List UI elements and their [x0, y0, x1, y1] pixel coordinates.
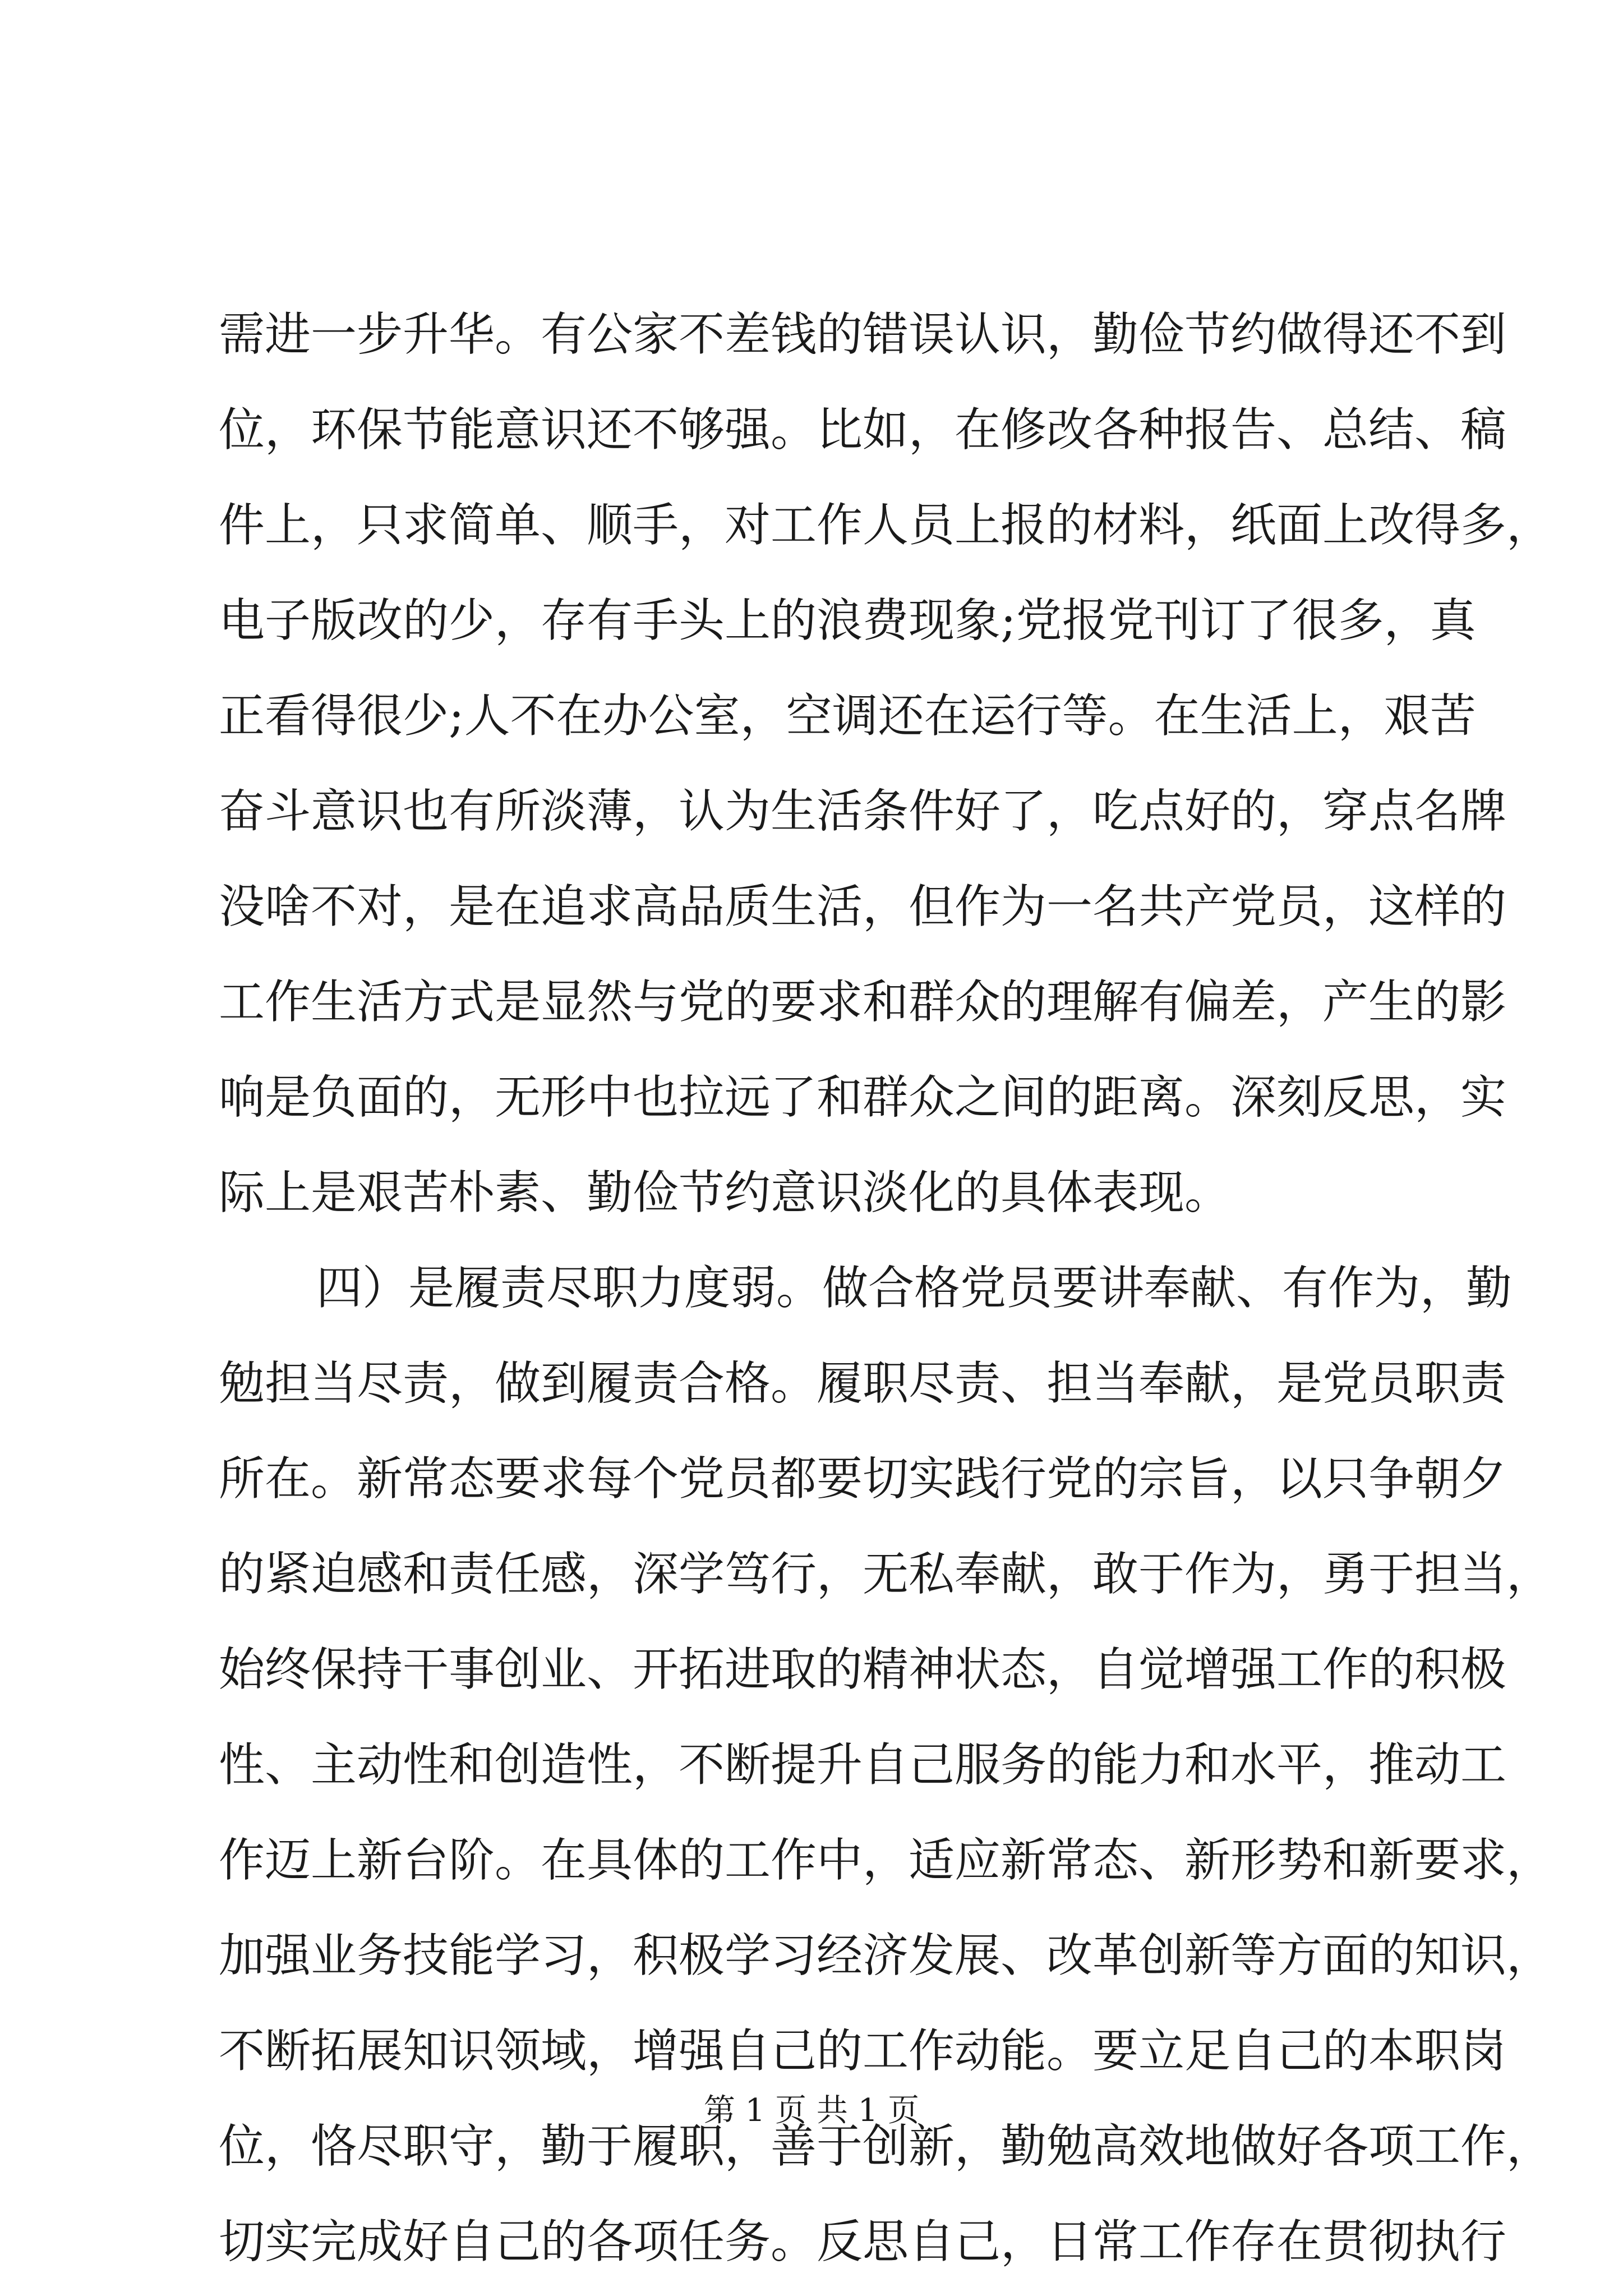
- text-line: 响是负面的，无形中也拉远了和群众之间的距离。深刻反思，实: [219, 1071, 1507, 1124]
- text-line: 作迈上新台阶。在具体的工作中，适应新常态、新形势和新要求，: [219, 1834, 1553, 1887]
- text-line: 切实完成好自己的各项任务。反思自己，日常工作存在贯彻执行: [219, 2215, 1507, 2269]
- text-line: 的紧迫感和责任感，深学笃行，无私奉献，敢于作为，勇于担当，: [219, 1548, 1553, 1601]
- text-line: 性、主动性和创造性，不断提升自己服务的能力和水平，推动工: [219, 1738, 1507, 1792]
- text-line: 需进一步升华。有公家不差钱的错误认识，勤俭节约做得还不到: [219, 308, 1507, 361]
- paragraph-start-line: 四）是履责尽职力度弱。做合格党员要讲奉献、有作为，勤: [316, 1262, 1513, 1315]
- text-line: 位，恪尽职守，勤于履职，善于创新，勤勉高效地做好各项工作，: [219, 2120, 1553, 2173]
- text-line: 始终保持干事创业、开拓进取的精神状态，自觉增强工作的积极: [219, 1643, 1507, 1696]
- text-line: 没啥不对，是在追求高品质生活，但作为一名共产党员，这样的: [219, 880, 1507, 933]
- text-line: 勉担当尽责，做到履责合格。履职尽责、担当奉献，是党员职责: [219, 1357, 1507, 1410]
- text-line: 所在。新常态要求每个党员都要切实践行党的宗旨，以只争朝夕: [219, 1452, 1507, 1506]
- text-line: 加强业务技能学习，积极学习经济发展、改革创新等方面的知识，: [219, 1929, 1553, 1982]
- text-line: 电子版改的少，存有手头上的浪费现象;党报党刊订了很多，真: [219, 594, 1476, 647]
- text-line: 正看得很少;人不在办公室，空调还在运行等。在生活上，艰苦: [219, 689, 1476, 743]
- text-line: 奋斗意识也有所淡薄，认为生活条件好了，吃点好的，穿点名牌: [219, 785, 1507, 838]
- text-line: 件上，只求简单、顺手，对工作人员上报的材料，纸面上改得多，: [219, 499, 1553, 552]
- text-line: 不断拓展知识领域，增强自己的工作动能。要立足自己的本职岗: [219, 2024, 1507, 2078]
- text-line: 工作生活方式是显然与党的要求和群众的理解有偏差，产生的影: [219, 976, 1507, 1029]
- paragraph-end-line: 际上是艰苦朴素、勤俭节约意识淡化的具体表现。: [219, 1166, 1231, 1220]
- document-body: [219, 287, 1553, 2290]
- text-line: 位，环保节能意识还不够强。比如，在修改各种报告、总结、稿: [219, 403, 1507, 457]
- page-footer: 第 1 页 共 1 页: [703, 2092, 920, 2129]
